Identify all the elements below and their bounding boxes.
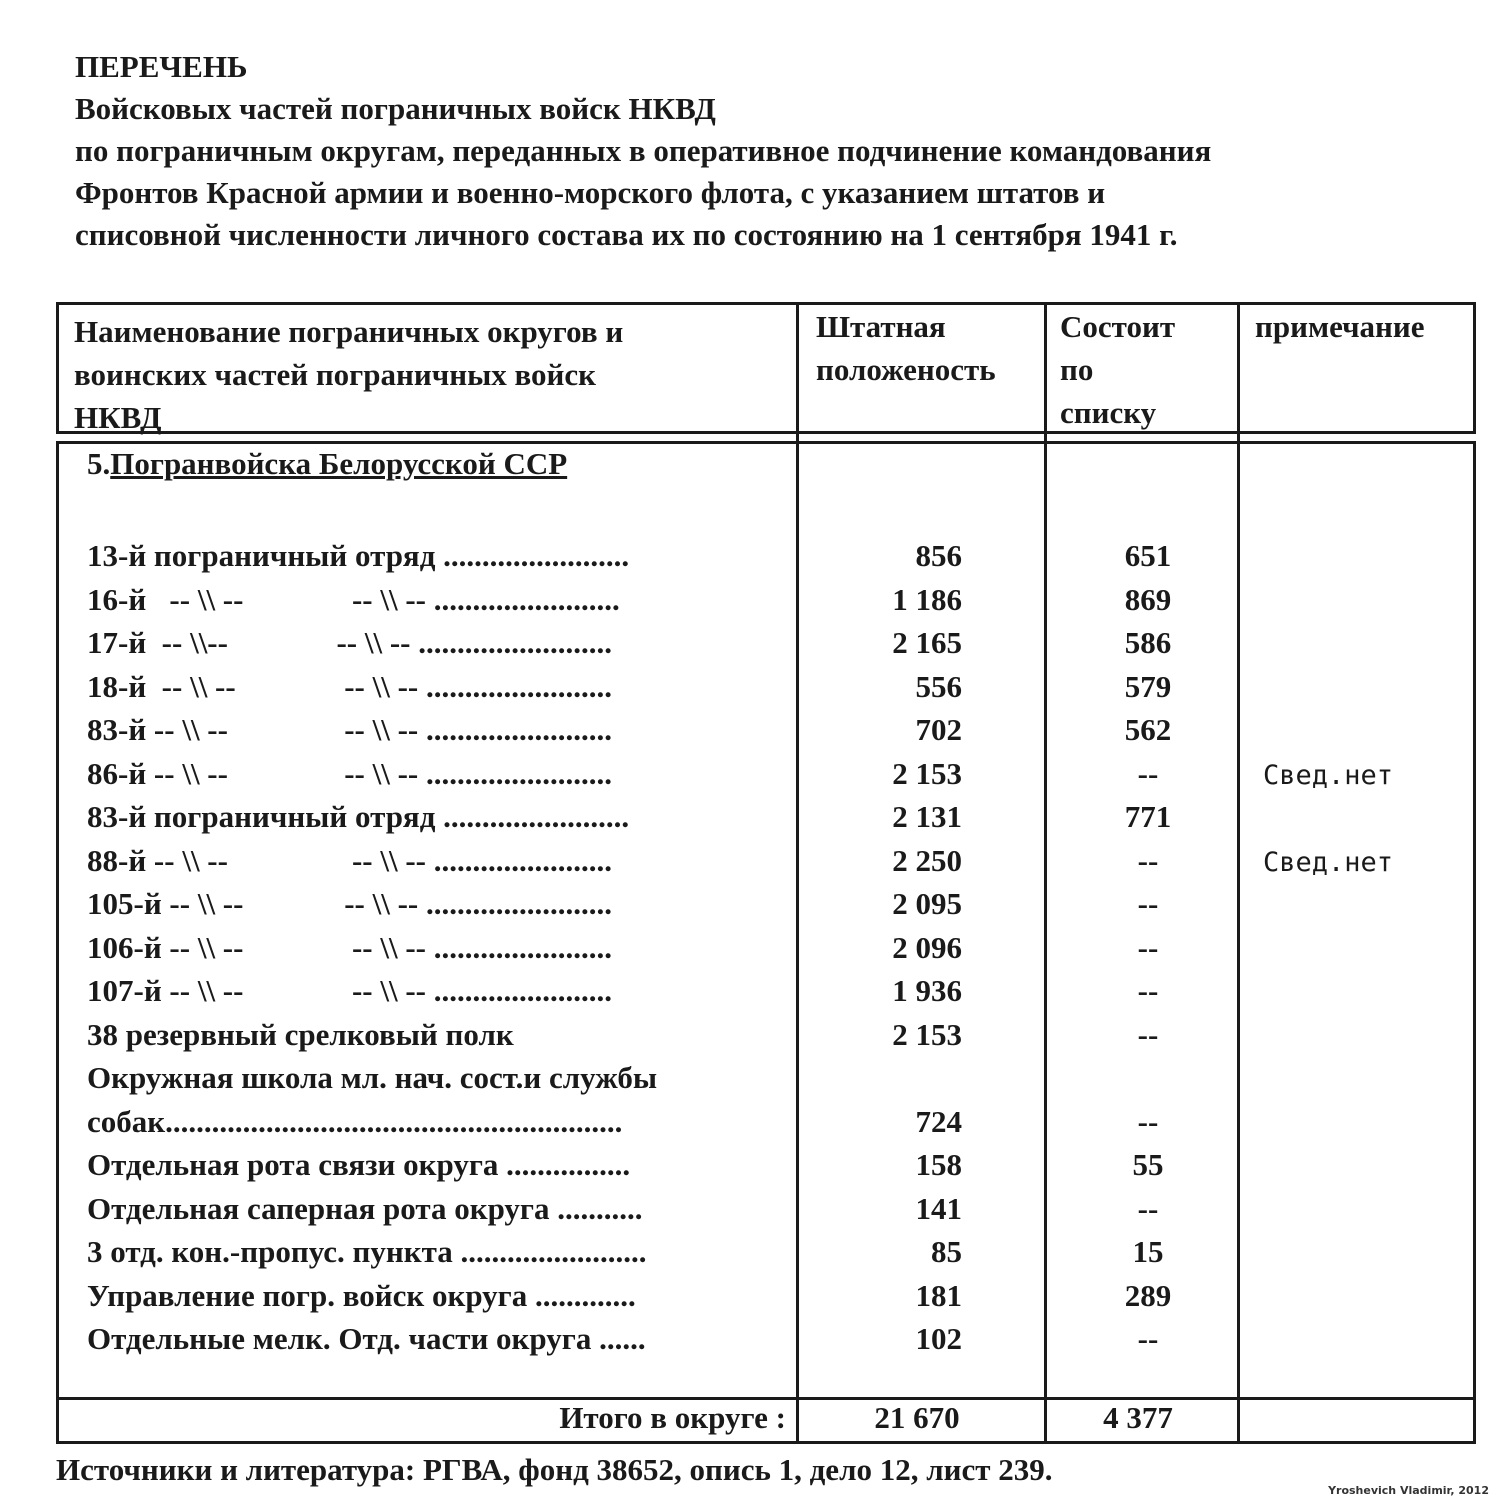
unit-name: 18-й -- \\ -- -- \\ -- ........................: [87, 668, 612, 704]
table-row: [56, 930, 1476, 974]
body-top-border: [56, 441, 1476, 444]
note-value: Свед.нет: [1263, 759, 1394, 791]
list-value: 651: [1124, 538, 1172, 573]
document-title: [75, 46, 1485, 256]
list-value: 771: [1124, 799, 1172, 834]
section-title: [87, 446, 567, 482]
table-row: [56, 712, 1476, 756]
table-row: [56, 799, 1476, 843]
total-list: 4 377: [1103, 1400, 1173, 1435]
section-name: Погранвойска Белорусской ССР: [110, 446, 568, 481]
unit-name: 88-й -- \\ -- -- \\ -- .......................: [87, 842, 612, 878]
unit-name: 107-й -- \\ -- -- \\ -- .......................: [87, 973, 612, 1008]
list-value: 55: [1132, 1147, 1164, 1182]
table-row: [56, 1147, 1476, 1191]
note-value: Свед.нет: [1263, 846, 1394, 878]
staff-value: 85: [931, 1234, 962, 1269]
list-value: 15: [1132, 1234, 1164, 1269]
unit-name: 17-й -- \\-- -- \\ -- .........................: [87, 625, 612, 660]
list-value: --: [1137, 1103, 1159, 1139]
staff-value: 724: [915, 1103, 962, 1139]
right-border-header: [1473, 302, 1476, 434]
list-value: --: [1137, 1190, 1159, 1226]
staff-value: 556: [915, 668, 962, 704]
staff-value: 702: [915, 712, 962, 747]
header-staff-line-1: Штатная: [816, 309, 946, 344]
staff-value: 2 153: [892, 755, 962, 791]
table-row: [56, 1278, 1476, 1322]
staff-value: 181: [915, 1277, 962, 1313]
header-list-line-3: списку: [1060, 395, 1157, 430]
table-row: [56, 1234, 1476, 1278]
total-label: Итого в округе :: [559, 1400, 786, 1435]
table-row: [56, 973, 1476, 1017]
staff-value: 2 095: [892, 886, 962, 921]
source-citation: Источники и литература: РГВА, фонд 38652, опись 1, дело 12, лист 239.: [56, 1452, 1053, 1487]
title-line-4: Фронтов Красной армии и военно-морского флота, с указанием штатов и: [75, 175, 1106, 210]
list-value: --: [1137, 973, 1159, 1008]
table-row: [56, 582, 1476, 626]
staff-value: 856: [915, 538, 962, 573]
watermark: Yroshevich Vladimir, 2012: [1328, 1484, 1489, 1497]
header-list-line-2: по: [1060, 352, 1094, 387]
left-border-header: [56, 302, 59, 434]
header-list-line-1: Состоит: [1060, 309, 1176, 344]
unit-name: 38 резервный срелковый полк: [87, 1016, 514, 1052]
table-row: [56, 1191, 1476, 1235]
header-name-line-1: Наименование пограничных округов и: [74, 314, 624, 349]
units-table: [56, 302, 1476, 1444]
list-value: 562: [1124, 712, 1172, 747]
list-value: --: [1137, 755, 1159, 791]
title-line-1: ПЕРЕЧЕНЬ: [75, 49, 248, 84]
staff-value: 2 165: [892, 625, 962, 660]
staff-value: 1 936: [892, 973, 962, 1008]
header-list-column: [1060, 305, 1175, 434]
header-note-column: [1255, 305, 1425, 348]
staff-value: 2 131: [892, 799, 962, 834]
unit-name: Отдельная саперная рота округа ...........: [87, 1190, 643, 1226]
list-value: --: [1137, 1321, 1159, 1356]
table-row: [56, 538, 1476, 582]
staff-value: 2 250: [892, 842, 962, 878]
staff-value: 2 096: [892, 929, 962, 965]
header-name-column: [74, 310, 623, 439]
unit-name: Окружная школа мл. нач. сост.и службы: [87, 1060, 658, 1095]
header-staff-line-2: положеность: [816, 352, 996, 387]
header-name-line-2: воинских частей пограничных войск: [74, 357, 597, 392]
unit-name: 106-й -- \\ -- -- \\ -- .......................: [87, 929, 612, 965]
list-value: 586: [1124, 625, 1172, 660]
list-value: --: [1137, 929, 1159, 965]
header-staff-column: [816, 305, 996, 391]
title-line-3: по пограничным округам, переданных в оперативное подчинение командования: [75, 133, 1212, 168]
unit-name: Отдельная рота связи округа ................: [87, 1147, 631, 1182]
list-value: --: [1137, 886, 1159, 921]
list-value: --: [1137, 842, 1159, 878]
section-number: 5.: [87, 446, 111, 481]
table-row: [56, 669, 1476, 713]
unit-name: Отдельные мелк. Отд. части округа ......: [87, 1321, 646, 1356]
table-row: [56, 843, 1476, 887]
list-value: 579: [1124, 668, 1172, 704]
staff-value: 1 186: [892, 581, 962, 617]
table-row: [56, 1104, 1476, 1148]
table-row: [56, 1060, 1476, 1104]
title-line-2: Войсковых частей пограничных войск НКВД: [75, 91, 716, 126]
table-row: [56, 1321, 1476, 1365]
unit-name: Управление погр. войск округа .............: [87, 1277, 636, 1313]
unit-name: 13-й пограничный отряд ........................: [87, 538, 630, 573]
table-row: [56, 756, 1476, 800]
unit-name: 105-й -- \\ -- -- \\ -- ........................: [87, 886, 612, 921]
unit-name: 3 отд. кон.-пропус. пункта ........................: [87, 1234, 647, 1269]
staff-value: 2 153: [892, 1016, 962, 1052]
table-row: [56, 1017, 1476, 1061]
unit-name: собак...........................................................: [87, 1103, 623, 1139]
header-name-line-3: НКВД: [74, 400, 162, 435]
unit-name: 16-й -- \\ -- -- \\ -- ........................: [87, 581, 620, 617]
list-value: 289: [1124, 1277, 1172, 1313]
unit-name: 83-й пограничный отряд ........................: [87, 799, 630, 834]
table-row: [56, 625, 1476, 669]
title-line-5: списовной численности личного состава их по состоянию на 1 сентября 1941 г.: [75, 217, 1178, 252]
unit-name: 86-й -- \\ -- -- \\ -- ........................: [87, 755, 612, 791]
total-staff: 21 670: [874, 1400, 960, 1435]
list-value: 869: [1124, 581, 1172, 617]
table-row: [56, 886, 1476, 930]
header-note-label: примечание: [1255, 309, 1425, 344]
unit-name: 83-й -- \\ -- -- \\ -- ........................: [87, 712, 612, 747]
staff-value: 141: [915, 1190, 962, 1226]
list-value: --: [1137, 1016, 1159, 1052]
staff-value: 102: [915, 1321, 962, 1356]
staff-value: 158: [915, 1147, 962, 1182]
